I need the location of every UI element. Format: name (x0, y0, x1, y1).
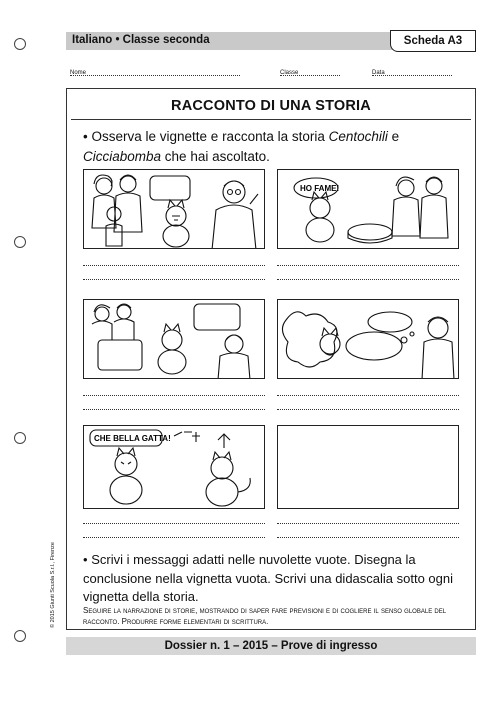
instruction-title-1: Centochili (328, 129, 388, 144)
instruction-text: che hai ascoltato. (161, 149, 270, 164)
family-cat-illustration (84, 170, 265, 249)
caption-line[interactable] (83, 523, 265, 524)
caption-line[interactable] (277, 265, 459, 266)
caption-line[interactable] (277, 523, 459, 524)
title-divider (71, 119, 471, 120)
bullet: • (83, 552, 88, 567)
comic-panel-3 (83, 299, 265, 379)
hungry-cat-illustration (278, 170, 459, 249)
instruction-text: Osserva le vignette e racconta la storia (91, 129, 329, 144)
bubble-text-ho-fame: HO FAME! (300, 184, 340, 193)
comic-panel-6-empty[interactable] (277, 425, 459, 509)
second-instruction-text: Scrivi i messaggi adatti nelle nuvolette vuote. Disegna la conclusione nella vignetta vuota. Scrivi una didascalia sotto ogni vignetta della storia. (83, 552, 454, 604)
caption-line[interactable] (277, 279, 459, 280)
comic-panel-4 (277, 299, 459, 379)
bubble-text-che-bella-gatta: CHE BELLA GATTA! (94, 434, 171, 443)
comic-panel-5 (83, 425, 265, 509)
caption-line[interactable] (83, 537, 265, 538)
nome-field[interactable] (70, 70, 240, 78)
exercise-title: RACCONTO DI UNA STORIA (171, 98, 371, 114)
page-header (66, 32, 476, 50)
cat-dreaming-illustration (278, 300, 459, 379)
comic-panel-1 (83, 169, 265, 249)
binder-hole (14, 38, 26, 50)
parents-cat-child-illustration (84, 300, 265, 379)
classe-field[interactable] (280, 70, 340, 78)
nome-label: Nome (70, 70, 87, 76)
instruction-text: e (387, 129, 400, 144)
caption-line[interactable] (277, 537, 459, 538)
instruction-title-2: Cicciabomba (83, 149, 162, 164)
copyright-notice: © 2015 Giunti Scuola S.r.l., Firenze (50, 542, 56, 628)
binder-hole (14, 236, 26, 248)
second-instruction (83, 551, 463, 607)
scheda-label: Scheda A3 (390, 30, 476, 52)
bullet: • (83, 129, 88, 144)
main-instruction (83, 127, 463, 167)
caption-line[interactable] (83, 279, 265, 280)
exercise-frame (66, 88, 476, 630)
binder-hole (14, 432, 26, 444)
comic-panel-2 (277, 169, 459, 249)
caption-line[interactable] (277, 409, 459, 410)
data-field[interactable] (372, 70, 452, 78)
caption-line[interactable] (83, 265, 265, 266)
caption-line[interactable] (83, 409, 265, 410)
subject-label: Italiano • Classe seconda (72, 34, 210, 46)
caption-line[interactable] (277, 395, 459, 396)
binder-hole (14, 630, 26, 642)
page-footer: Dossier n. 1 – 2015 – Prove di ingresso (66, 637, 476, 655)
learning-objective: Seguire la narrazione di storie, mostrando di saper fare previsioni e di cogliere il senso globale del racconto. Produrre forme elementari di scrittura. (83, 606, 447, 626)
caption-line[interactable] (83, 395, 265, 396)
two-cats-illustration (84, 426, 265, 509)
data-label: Data (372, 70, 385, 76)
classe-label: Classe (280, 70, 299, 76)
